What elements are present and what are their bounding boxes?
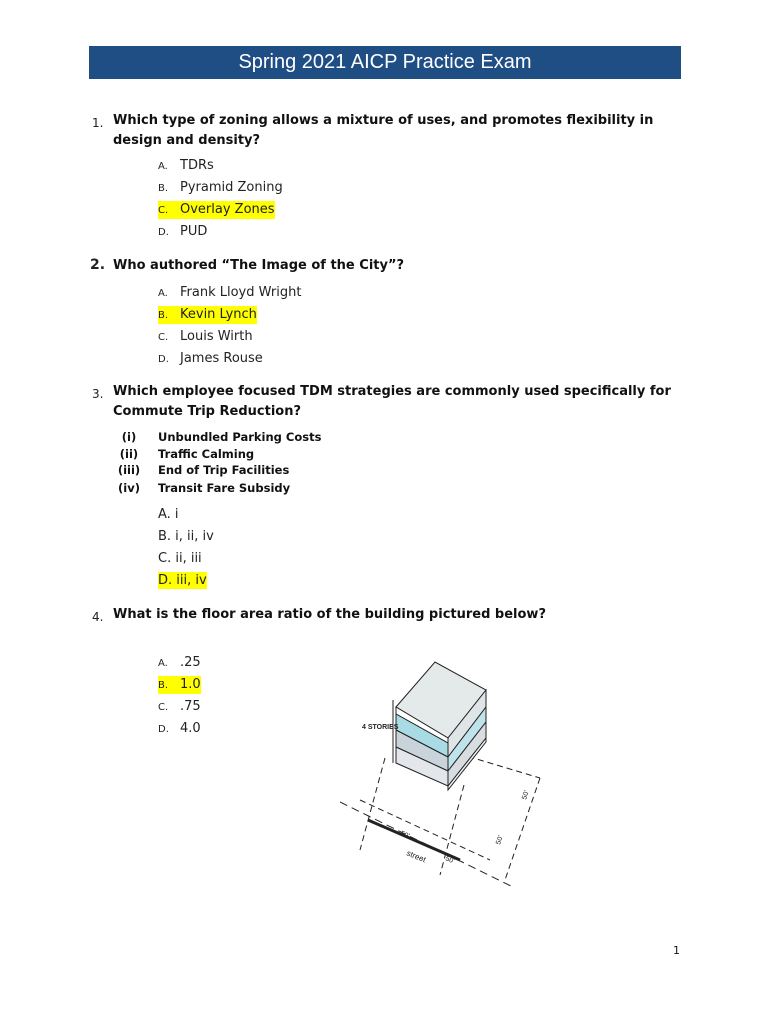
option-text: Pyramid Zoning (180, 180, 283, 195)
question-1-option-d (158, 223, 207, 241)
option-text: 4.0 (180, 721, 201, 736)
question-2-option-c (158, 328, 253, 346)
option-text: Kevin Lynch (180, 307, 257, 322)
question-2-option-b-answer (158, 306, 257, 324)
item-text: Traffic Calming (158, 447, 255, 461)
option-letter: B. (158, 183, 169, 194)
street-label: street (405, 848, 428, 865)
question-1-option-b (158, 179, 283, 197)
option-letter: B. (158, 680, 169, 691)
question-1-number: 1. (92, 116, 104, 130)
question-3-option-d-answer: D. iii, iv (158, 573, 207, 588)
option-letter: C. (158, 332, 169, 343)
item-text: End of Trip Facilities (158, 463, 290, 477)
question-4-option-a (158, 654, 201, 672)
dim-label-front-left: 50' (399, 830, 411, 841)
item-numeral: (iv) (118, 481, 140, 495)
option-letter: C. (158, 205, 169, 216)
option-text: Louis Wirth (180, 329, 253, 344)
item-numeral: (ii) (119, 447, 139, 461)
dim-label-front-right: 50' (444, 855, 456, 866)
dim-label-right: 50' (521, 789, 531, 801)
option-text: Frank Lloyd Wright (180, 285, 302, 300)
question-1-option-c-answer (158, 201, 275, 219)
option-text: TDRs (180, 158, 214, 173)
question-2-number: 2. (90, 257, 106, 273)
option-text: .25 (180, 655, 201, 670)
street-lines (340, 802, 515, 888)
option-letter: D. (158, 227, 169, 238)
question-3-number: 3. (92, 387, 104, 401)
page-number: 1 (673, 944, 680, 957)
question-4-number: 4. (92, 610, 104, 624)
page-title: Spring 2021 AICP Practice Exam (238, 51, 532, 73)
question-2-text: Who authored “The Image of the City”? (113, 258, 405, 273)
question-1-option-a (158, 157, 214, 175)
dim-label-right-lower: 50' (495, 834, 505, 846)
option-letter: C. (158, 702, 169, 713)
option-letter: A. (158, 658, 168, 669)
building-far-figure (340, 650, 560, 895)
question-4-option-d (158, 720, 201, 738)
option-text: James Rouse (180, 351, 263, 366)
item-numeral: (i) (121, 430, 137, 444)
question-3-option-a: A. i (158, 507, 179, 522)
option-letter: B. (158, 310, 169, 321)
option-letter: A. (158, 288, 168, 299)
option-letter: A. (158, 161, 168, 172)
question-3-text: Which employee focused TDM strategies are commonly used specifically for Commute Trip Reduction? (113, 384, 671, 419)
option-text: PUD (180, 224, 208, 239)
option-text: Overlay Zones (180, 202, 275, 217)
question-2-option-a (158, 284, 301, 302)
option-text: .75 (180, 699, 201, 714)
option-letter: D. (158, 354, 169, 365)
question-4-option-b-answer (158, 676, 201, 694)
item-text: Unbundled Parking Costs (158, 430, 322, 444)
question-1-text: Which type of zoning allows a mixture of uses, and promotes flexibility in design and density? (113, 113, 654, 148)
item-numeral: (iii) (117, 463, 141, 477)
option-text: 1.0 (180, 677, 201, 692)
question-4-option-c (158, 698, 201, 716)
building-box (396, 662, 486, 790)
question-2-option-d (158, 350, 263, 368)
question-4-text: What is the floor area ratio of the building pictured below? (113, 607, 546, 622)
item-text: Transit Fare Subsidy (158, 481, 291, 495)
question-3-option-b: B. i, ii, iv (158, 529, 214, 544)
question-3-option-c: C. ii, iii (158, 551, 202, 566)
page-title-banner (89, 46, 681, 79)
stories-label: 4 STORIES (362, 724, 399, 731)
option-letter: D. (158, 724, 169, 735)
